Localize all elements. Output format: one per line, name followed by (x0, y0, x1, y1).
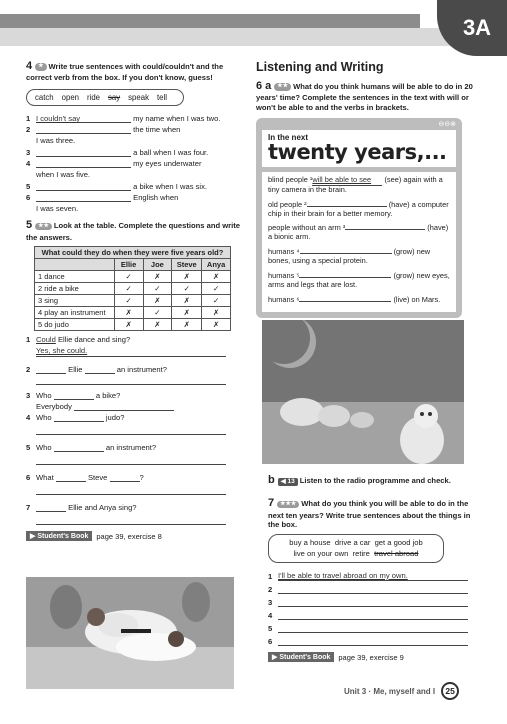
ex7-line: 5 (268, 624, 478, 633)
ex7-line: 3 (268, 598, 478, 607)
table-row: 3 sing ✓ ✗ ✗ ✓ (35, 294, 231, 306)
ex4-line: 6 English when (26, 193, 179, 203)
answer-field[interactable] (54, 391, 94, 400)
students-book-label: ▶ Student's Book (268, 652, 334, 662)
ex5-q6: 6 What Steve ? (26, 473, 144, 483)
page-number: 25 (441, 682, 459, 700)
ex4-line-cont: when I was five. (36, 170, 91, 180)
word: tell (156, 92, 167, 102)
ex5-number: 5 (26, 219, 33, 232)
table-corner (35, 258, 115, 270)
ex4-line: 5 a bike when I was six. (26, 182, 207, 192)
answer-field[interactable] (36, 159, 131, 168)
word-row (275, 549, 437, 559)
word: get a good job (374, 538, 423, 548)
answer-line[interactable] (36, 426, 226, 435)
answer-field[interactable] (345, 221, 425, 230)
right-column (256, 60, 481, 318)
star-icon: ★★ (35, 223, 52, 230)
answer-field[interactable] (36, 125, 131, 134)
ex5-q1: 1 Could Ellie dance and sing? (26, 334, 131, 344)
ex7-number: 7 (268, 497, 275, 510)
text-line: old people ² (have) a computer chip in their brain for a better memory. (268, 199, 449, 218)
ex6b-7-block (268, 474, 478, 662)
word: drive a car (334, 538, 371, 548)
star-icon: ★★★ (277, 501, 299, 508)
table-row: 2 ride a bike ✓ ✓ ✓ ✓ (35, 282, 231, 294)
star-icon: ★★ (274, 83, 291, 90)
ex5-q3: 3 Who a bike? (26, 390, 121, 400)
text-panel (256, 118, 462, 318)
answer-field[interactable] (54, 413, 104, 422)
ex6a-number: 6 a (256, 80, 272, 92)
answer-field[interactable] (110, 473, 140, 482)
ex5-questions (26, 335, 244, 525)
answer-field[interactable] (74, 402, 174, 411)
answer-field[interactable] (36, 365, 66, 374)
answer-field[interactable] (36, 503, 66, 512)
ex7-students-book-ref: ▶ Student's Book page 39, exercise 9 (268, 652, 478, 662)
col-header: Steve (172, 258, 202, 270)
ex7-line: 2 (268, 585, 478, 594)
col-header: Ellie (114, 258, 143, 270)
ex5-table (34, 246, 231, 331)
section-title: Listening and Writing (256, 60, 384, 74)
text-line: humans ⁴ (grow) new bones, using a special protein. (268, 247, 431, 266)
answer-field[interactable] (36, 148, 131, 157)
mars-photo (262, 320, 464, 464)
ex6b-number: b (268, 474, 275, 486)
ex4-line-cont: I was three. (36, 135, 76, 145)
window-buttons-icon: ⊖⊖⊗ (438, 120, 456, 128)
answer-field: will be able to see (312, 176, 382, 186)
word: live on your own (293, 548, 349, 558)
panel-subtitle: In the next (268, 132, 309, 142)
text-line: humans ⁵ (grow) new eyes, arms and legs that are lost. (268, 270, 450, 289)
ex5-q5: 5 Who an instrument? (26, 443, 157, 452)
answer-line[interactable] (36, 486, 226, 495)
answer-field[interactable] (307, 198, 387, 207)
word: ride (87, 92, 101, 102)
ex5-q7: 7 Ellie and Anya sing? (26, 503, 137, 513)
ex4-instruction: 4 ★ Write true sentences with could/couldn't and the correct verb from the box. If you don't know, guess! (26, 60, 224, 83)
ex4-number: 4 (26, 60, 33, 72)
ex5-q1-answer: Yes, she could. (36, 346, 226, 356)
ex7-instruction: 7 ★★★ What do you think you will be able to do in the next ten years? Write true sentences about the things in the box. (268, 497, 471, 530)
ex4-lines (26, 114, 244, 214)
ex4-line: 4 my eyes underwater (26, 158, 202, 168)
answer-field[interactable] (299, 269, 391, 278)
word-row (275, 538, 437, 548)
star-icon: ★ (35, 63, 46, 70)
audio-track-icon[interactable]: ◀ 13 (278, 478, 298, 486)
answer-field[interactable] (54, 443, 104, 452)
ex5-q3-cont: Everybody (36, 402, 244, 411)
word: catch (35, 92, 54, 102)
answer-field[interactable]: I couldn't say (36, 114, 131, 123)
word: retire (352, 548, 370, 558)
ex7-line: 4 (268, 611, 478, 620)
answer-field[interactable] (36, 193, 131, 202)
ex6b-instruction: b ◀ 13 Listen to the radio programme and check. (268, 474, 451, 486)
table-row: 4 play an instrument ✗ ✓ ✗ ✗ (35, 306, 231, 318)
col-header: Joe (143, 258, 172, 270)
unit-tab: 3A (437, 0, 507, 56)
unit-footer: Unit 3 · Me, myself and I (344, 686, 436, 696)
ex6a-instruction: 6 a ★★ What do you think humans will be able to do in 20 years' time? Complete the sentences in the text with will or won't be able to and the verbs in brackets. (256, 80, 473, 112)
answer-field[interactable] (300, 245, 392, 254)
ex4-line: 3 a ball when I was four. (26, 147, 209, 157)
ex7-lines (268, 571, 478, 647)
page-footer (344, 682, 459, 700)
judo-photo (26, 577, 234, 689)
answer-line[interactable] (36, 376, 226, 385)
word: buy a house (289, 538, 331, 548)
header-strip-light (0, 28, 470, 46)
table-row: 5 do judo ✗ ✗ ✗ ✗ (35, 318, 231, 330)
table-row: 1 dance ✓ ✗ ✗ ✗ (35, 270, 231, 282)
ex5-students-book-ref: ▶ Student's Book page 39, exercise 8 (26, 531, 244, 541)
ex4-line: 2 the time when (26, 124, 181, 134)
answer-field[interactable] (278, 624, 468, 633)
answer-field[interactable] (278, 611, 468, 620)
answer-field: I'll be able to travel abroad on my own. (278, 571, 468, 581)
answer-field[interactable] (278, 598, 468, 607)
ex7-word-box (268, 534, 444, 563)
panel-body (262, 172, 456, 312)
panel-heading (262, 130, 456, 167)
answer-field[interactable] (278, 637, 468, 646)
col-header: Anya (202, 258, 231, 270)
ex4-word-box (26, 89, 184, 106)
answer-field[interactable] (85, 365, 115, 374)
students-book-label: ▶ Student's Book (26, 531, 92, 541)
ex7-line: 6 (268, 637, 478, 646)
ex5-q2: 2 Ellie an instrument? (26, 364, 167, 374)
text-line: people without an arm ³ (have) a bionic arm. (268, 223, 449, 242)
ex5-q4: 4 Who judo? (26, 412, 125, 422)
word: speak (128, 92, 149, 102)
answer-field[interactable] (36, 182, 131, 191)
table-title: What could they do when they were five years old? (35, 246, 231, 258)
answer-line[interactable] (36, 456, 226, 465)
answer-field[interactable] (278, 585, 468, 594)
ex4-line: 1 I couldn't say my name when I was two. (26, 113, 221, 123)
word-used: say (108, 92, 121, 102)
ex4-line-cont: I was seven. (36, 204, 79, 214)
panel-title: twenty years,... (268, 139, 447, 164)
ex7-line: 1 I'll be able to travel abroad on my own. (268, 571, 478, 581)
answer-field[interactable] (56, 473, 86, 482)
left-column (26, 60, 244, 541)
word-used: travel abroad (374, 548, 419, 558)
ex5-instruction: 5 ★★ Look at the table. Complete the questions and write the answers. (26, 219, 240, 242)
answer-line[interactable] (36, 516, 226, 525)
word: open (61, 92, 79, 102)
text-line: blind people ¹will be able to see (see) again with a tiny camera in the brain. (268, 174, 443, 194)
answer-field[interactable] (299, 293, 391, 302)
mars-illustration (262, 320, 464, 464)
judo-illustration (26, 577, 234, 689)
text-line: humans ⁶ (live) on Mars. (268, 294, 441, 304)
